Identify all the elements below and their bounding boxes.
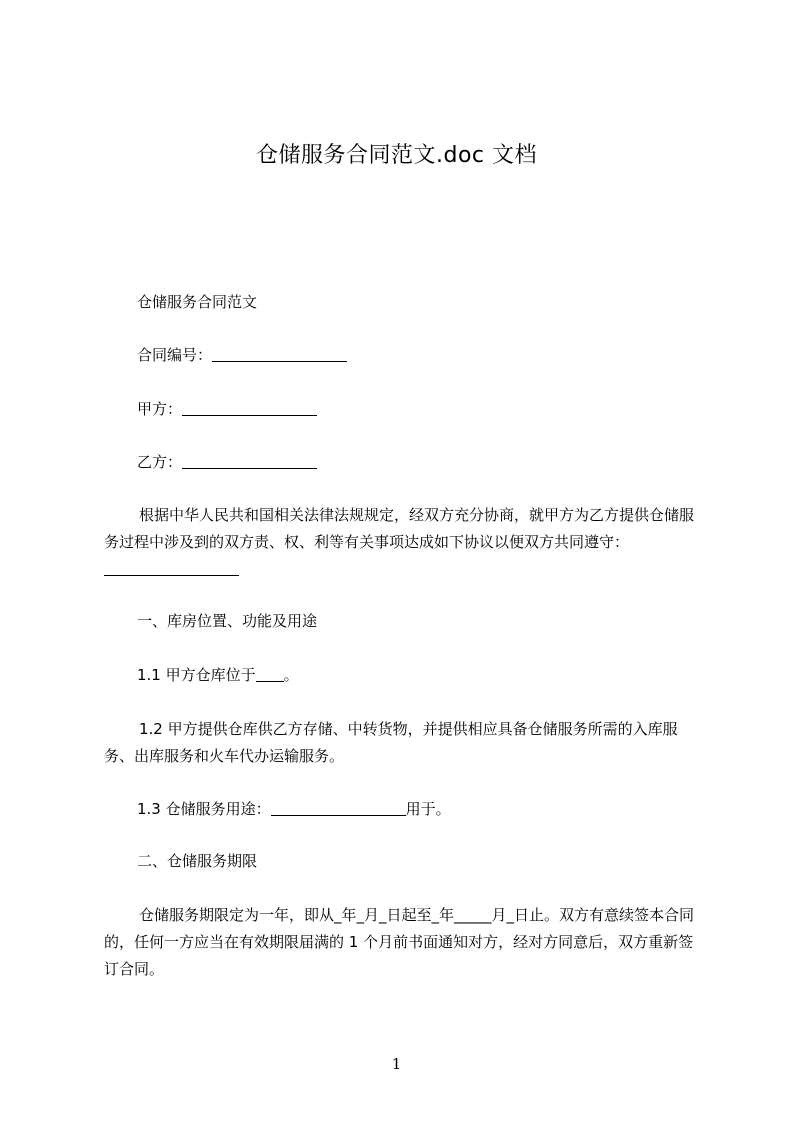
clause-1-3-suffix: 用于。 <box>405 800 451 818</box>
clause-1-1-suffix: 。 <box>283 666 299 684</box>
document-title: 仓储服务合同范文.doc 文档 <box>255 143 537 168</box>
contract-number-line <box>137 345 347 365</box>
contract-number-blank <box>212 347 347 362</box>
term-paragraph: 仓储服务期限定为一年，即从_年_月_日起至_年_____月_日止。双方有意续签本合同的，任何一方应当在有效期限届满的 1 个月前书面通知对方，经对方同意后，双方重新签订合同。 <box>104 906 695 978</box>
clause-1-3 <box>137 799 451 819</box>
intro-text: 根据中华人民共和国相关法律法规规定，经双方充分协商，就甲方为乙方提供仓储服务过程中涉及到的双方责、权、利等有关事项达成如下协议以便双方共同遵守： <box>104 506 695 551</box>
clause-1-1-blank <box>256 667 284 682</box>
page-number: 1 <box>391 1055 402 1073</box>
contract-subtitle: 仓储服务合同范文 <box>137 293 258 311</box>
intro-paragraph <box>104 502 704 583</box>
clause-1-3-prefix: 1.3 仓储服务用途： <box>137 800 271 818</box>
clause-1-2: 1.2 甲方提供仓库供乙方存储、中转货物，并提供相应具备仓储服务所需的入库服务、出库服务和火车代办运输服务。 <box>104 720 678 765</box>
section-1-heading: 一、库房位置、功能及用途 <box>137 612 318 630</box>
party-a-blank <box>182 401 317 416</box>
party-a-line <box>137 399 317 419</box>
clause-1-1-prefix: 1.1 甲方仓库位于 <box>137 666 256 684</box>
clause-1-3-blank <box>271 801 406 816</box>
section-2-heading: 二、仓储服务期限 <box>137 852 258 870</box>
contract-number-label: 合同编号： <box>137 346 213 364</box>
party-b-label: 乙方： <box>137 453 183 471</box>
intro-blank <box>104 561 239 576</box>
clause-1-1 <box>137 665 299 685</box>
party-b-blank <box>182 454 317 469</box>
party-b-line <box>137 452 317 472</box>
party-a-label: 甲方： <box>137 400 183 418</box>
